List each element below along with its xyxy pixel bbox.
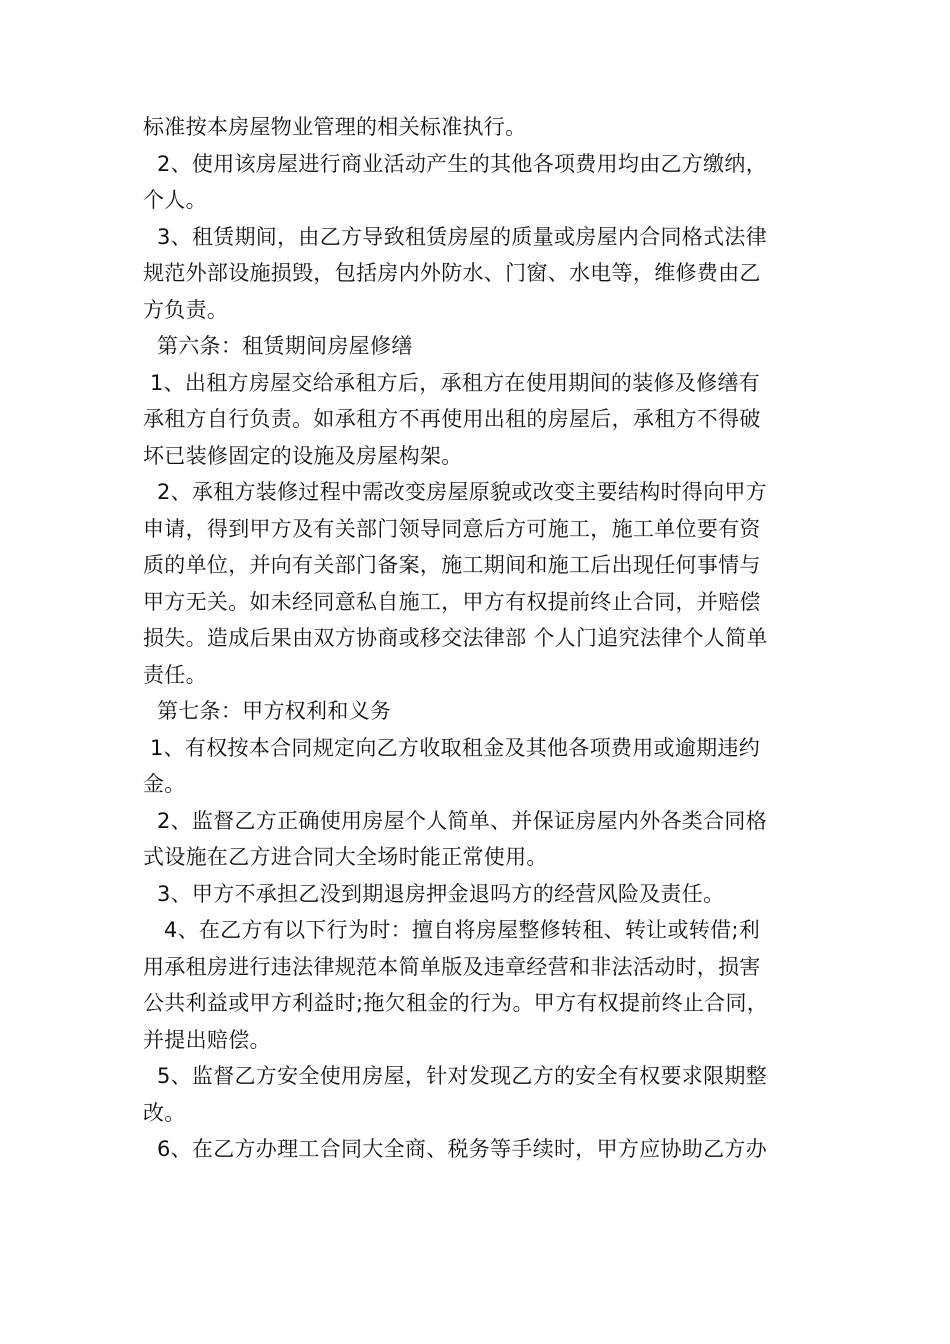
text-line: 方负责。 [143,297,229,322]
text-line: 承租方自行负责。如承租方不再使用出租的房屋后，承租方不得破 [143,407,761,431]
text-line: 1、出租方房屋交给承租方后，承租方在使用期间的装修及修缮有 [143,370,761,395]
text-line: 2、监督乙方正确使用房屋个人简单、并保证房屋内外各类合同格 [143,808,768,833]
text-line: 标准按本房屋物业管理的相关标准执行。 [143,115,527,139]
text-line: 质的单位，并向有关部门备案，施工期间和施工后出现任何事情与 [143,553,761,577]
contract-body-text [143,109,813,1168]
text-line: 金。 [143,772,186,796]
text-line: 6、在乙方办理工合同大全商、税务等手续时，甲方应协助乙方办 [143,1137,768,1161]
text-line: 用承租房进行违法律规范本简单版及违章经营和非法活动时，损害 [143,954,761,979]
section-heading: 第六条：租赁期间房屋修缮 [143,334,413,358]
text-line: 2、承租方装修过程中需改变房屋原貌或改变主要结构时得向甲方 [143,480,768,504]
text-line: 式设施在乙方进合同大全场时能正常使用。 [143,845,548,869]
text-line: 5、监督乙方安全使用房屋，针对发现乙方的安全有权要求限期整 [143,1064,768,1088]
text-line: 申请，得到甲方及有关部门领导同意后方可施工，施工单位要有资 [143,516,761,541]
text-line: 并提出赔偿。 [143,1027,271,1052]
text-line: 公共利益或甲方利益时;拖欠租金的行为。甲方有权提前终止合同， [143,991,769,1015]
text-line: 坏已装修固定的设施及房屋构架。 [143,443,463,468]
text-line: 个人。 [143,188,207,212]
section-heading: 第七条：甲方权利和义务 [143,699,392,723]
text-line: 1、有权按本合同规定向乙方收取租金及其他各项费用或逾期违约 [143,735,761,760]
text-line: 2、使用该房屋进行商业活动产生的其他各项费用均由乙方缴纳， [143,151,768,176]
text-line: 改。 [143,1100,186,1125]
text-line: 甲方无关。如未经同意私自施工，甲方有权提前终止合同，并赔偿 [143,589,761,614]
text-line: 规范外部设施损毁，包括房内外防水、门窗、水电等，维修费由乙 [143,261,761,285]
text-line: 4、在乙方有以下行为时：擅自将房屋整修转租、转让或转借;利 [143,918,761,942]
text-line: 损失。造成后果由双方协商或移交法律部 个人门追究法律个人简单 [143,626,768,650]
text-line: 3、租赁期间，由乙方导致租赁房屋的质量或房屋内合同格式法律 [143,224,768,249]
text-line: 责任。 [143,662,207,687]
text-line: 3、甲方不承担乙没到期退房押金退吗方的经营风险及责任。 [143,881,725,906]
